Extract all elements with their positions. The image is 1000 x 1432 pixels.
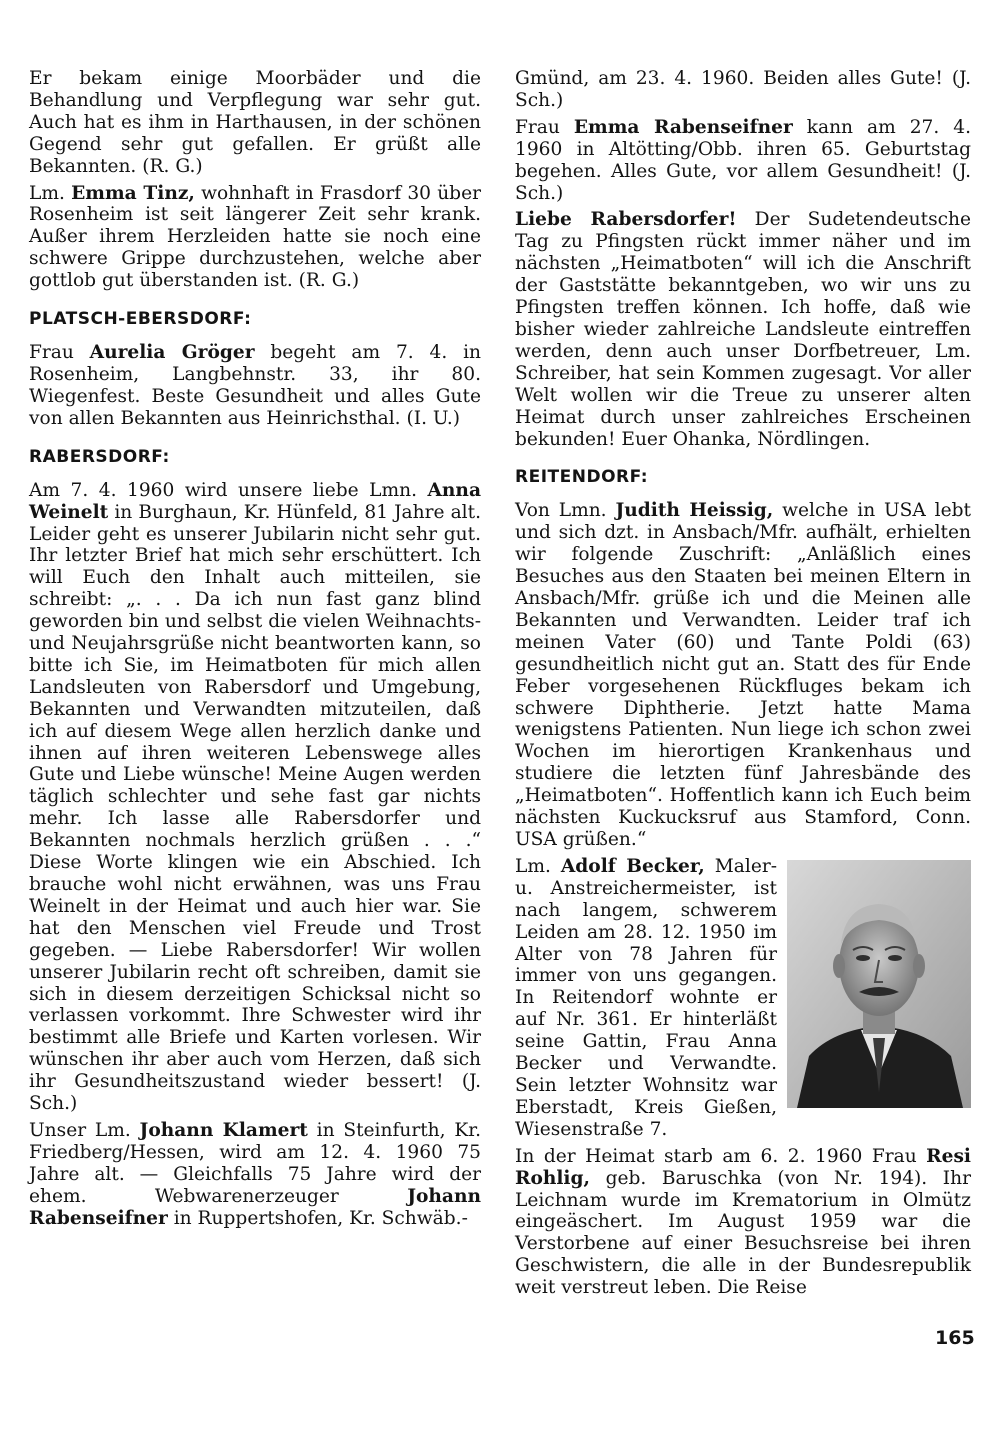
paragraph-gmuend: Gmünd, am 23. 4. 1960. Beiden alles Gute! (J. Sch.) (515, 68, 971, 111)
person-name: Aurelia Gröger (89, 342, 255, 364)
person-name: Emma Rabenseifner (573, 116, 793, 138)
obituary-block (515, 856, 971, 1141)
text: Der Sudetendeutsche Tag zu Pfingsten rückt immer näher und im nächsten „Heimatboten“ will ich die Anschrift der Gaststätte bekanntgeben, wo wir uns zu Pfingsten treffen können. Ich hoffe, daß wie bisher wieder zahlreiche Landsleute eintreffen werden, denn auch unser Dorfbetreuer, Lm. Schreiber, hat sein Kommen zugesagt. Vor aller Welt wollen wir die Treue zu unserer alten Heimat durch unser zahlreiches Erscheinen bekunden! Euer Ohanka, Nördlingen. (515, 209, 971, 450)
portrait-photo (787, 860, 971, 1108)
text: wohnhaft in Frasdorf 30 über Rosenheim ist seit längerer Zeit sehr krank. Außer ihrem Herzleiden hatte sie noch eine schwere Grippe durchzustehen, welche aber gottlob gut überstanden ist. (R. G.) (29, 182, 481, 292)
text: Frau (29, 342, 90, 364)
salutation: Liebe Rabersdorfer! (515, 209, 737, 231)
text: Lm. (515, 855, 561, 877)
section-heading-platsch-ebersdorf: PLATSCH-EBERSDORF: (29, 309, 252, 330)
section-heading-rabersdorf: RABERSDORF: (29, 446, 170, 467)
paragraph-liebe-rabersdorfer (515, 209, 971, 450)
person-name: Emma Tinz, (71, 182, 195, 204)
person-name: Johann Klamert (139, 1119, 308, 1141)
paragraph-emma-rabenseifner (515, 117, 971, 205)
person-name: Resi Rohlig, (515, 1145, 971, 1189)
person-name: Anna Weinelt (29, 479, 481, 523)
text: in Burghaun, Kr. Hünfeld, 81 Jahre alt. Leider geht es unserer Jubilarin nicht sehr gut. Ihr letzter Brief hat mich sehr erschüttert. Ich will Euch den Inhalt auch mitteilen, sie schreibt: „. . . Da ich nun fast ganz blind geworden bin und selbst die vielen Weihnachts- und Neujahrsgrüße nicht beantworten kann, so bitte ich Sie, im Heimatboten für mich allen Landsleuten von Rabersdorf und Umgebung, Bekannten und Verwandten mitzuteilen, daß ich auf diesem Wege allen herzlich danke und ihnen auf ihren weiteren Lebenswege alles Gute und Liebe wünsche! Meine Augen werden täglich schlechter und sehe fast gar nichts mehr. Ich lasse alle Rabersdorfer und Bekannten nochmals herzlich grüßen . . .“ Diese Worte klingen wie ein Abschied. Ich brauche wohl nicht erwähnen, was uns Frau Weinelt in der Heimat und auch hier war. Sie hat den Menschen viel Freude und Trost gegeben. — Liebe Rabersdorfer! Wir wollen unserer Jubilarin recht oft schreiben, damit sie sich in diesem derzeitigen Schicksal nicht so verlassen vorkommt. Ihre Schwester wird ihr bestimmt alle Briefe und Karten vorlesen. Wir wünschen ihr aber auch vom Herzen, daß sich ihr Gesundheitszustand wieder bessert! (J. Sch.) (29, 501, 481, 1115)
text: In der Heimat starb am 6. 2. 1960 Frau (515, 1145, 927, 1167)
text: in Steinfurth, Kr. Friedberg/Hessen, wird am 12. 4. 1960 75 Jahre alt. — Gleichfalls 75 Jahre wird der ehem. Webwarenerzeuger (29, 1119, 481, 1207)
text: Lm. (29, 182, 72, 204)
paragraph-kur: Er bekam einige Moorbäder und die Behandlung und Verpflegung war sehr gut. Auch hat es ihm in Harthausen, in der schönen Gegend sehr gut gefallen. Er grüßt alle Bekannten. (R. G.) (29, 68, 481, 177)
text: welche in USA lebt und sich dzt. in Ansbach/Mfr. aufhält, erhielten wir folgende Zuschrift: „Anläßlich eines Besuches aus den Staaten bei meinen Eltern in Ansbach/Mfr. grüße ich und die Meinen alle Bekannten und Verwandten. Leider traf ich meinen Vater (60) und Tante Poldi (63) gesundheitlich nicht gut an. Statt des für Ende Feber vorgesehenen Rückfluges bekam ich schwere Diphtherie. Jetzt hatte Mama wenigstens Patienten. Nun liege ich schon zwei Wochen im hierortigen Krankenhaus und studiere die letzten fünf Jahresbände des „Heimatboten“. Hoffentlich kann ich Euch beim nächsten Kuckucksruf aus Stamford, Conn. USA grüßen.“ (515, 500, 972, 850)
text: Unser Lm. (29, 1119, 140, 1141)
section-heading-reitendorf: REITENDORF: (515, 467, 649, 488)
page-number: 165 (935, 1327, 975, 1349)
text: kann am 27. 4. 1960 in Altötting/Obb. ihren 65. Geburtstag begehen. Alles Gute, vor allem Gesundheit! (J. Sch.) (515, 116, 972, 204)
left-column (29, 68, 481, 1235)
text: Am 7. 4. 1960 wird unsere liebe Lmn. (29, 479, 428, 501)
paragraph-resi-rohlig (515, 1146, 971, 1299)
paragraph-aurelia-groeger (29, 342, 481, 430)
text: Von Lmn. (515, 500, 616, 522)
paragraph-anna-weinelt (29, 480, 481, 1115)
portrait-image (787, 860, 971, 1108)
paragraph-emma-tinz (29, 183, 481, 293)
right-column (515, 68, 971, 1304)
text: begeht am 7. 4. in Rosenheim, Langbehnstr. 33, ihr 80. Wiegenfest. Beste Gesundheit und alles Gute von allen Bekannten aus Heinrichsthal. (I. U.) (29, 342, 481, 429)
person-name: Adolf Becker, (560, 855, 705, 877)
text: Maler- u. Anstreichermeister, ist nach langem, schwerem Leiden am 28. 12. 1950 im Alter von 78 Jahren für immer von uns gegangen. In Reitendorf wohnte er auf Nr. 361. Er hinterläßt seine Gattin, Frau Anna Becker und Verwandte. Sein letzter Wohnsitz war Eberstadt, Kreis Gießen, Wiesenstraße 7. (515, 855, 777, 1140)
text: Frau (515, 116, 574, 138)
paragraph-judith-heissig (515, 500, 971, 851)
person-name: Judith Heissig, (615, 500, 774, 522)
paragraph-johann-klamert (29, 1120, 481, 1230)
text: in Ruppertshofen, Kr. Schwäb.- (167, 1207, 468, 1229)
text: geb. Baruschka (von Nr. 194). Ihr Leichnam wurde im Krematorium in Olmütz eingeäschert. Im August 1959 war die Verstorbene auf einer Besuchsreise bei ihren Geschwistern, die alle in der Bundesrepublik weit verstreut leben. Die Reise (515, 1167, 971, 1299)
person-name: Johann Rabenseifner (29, 1185, 481, 1229)
